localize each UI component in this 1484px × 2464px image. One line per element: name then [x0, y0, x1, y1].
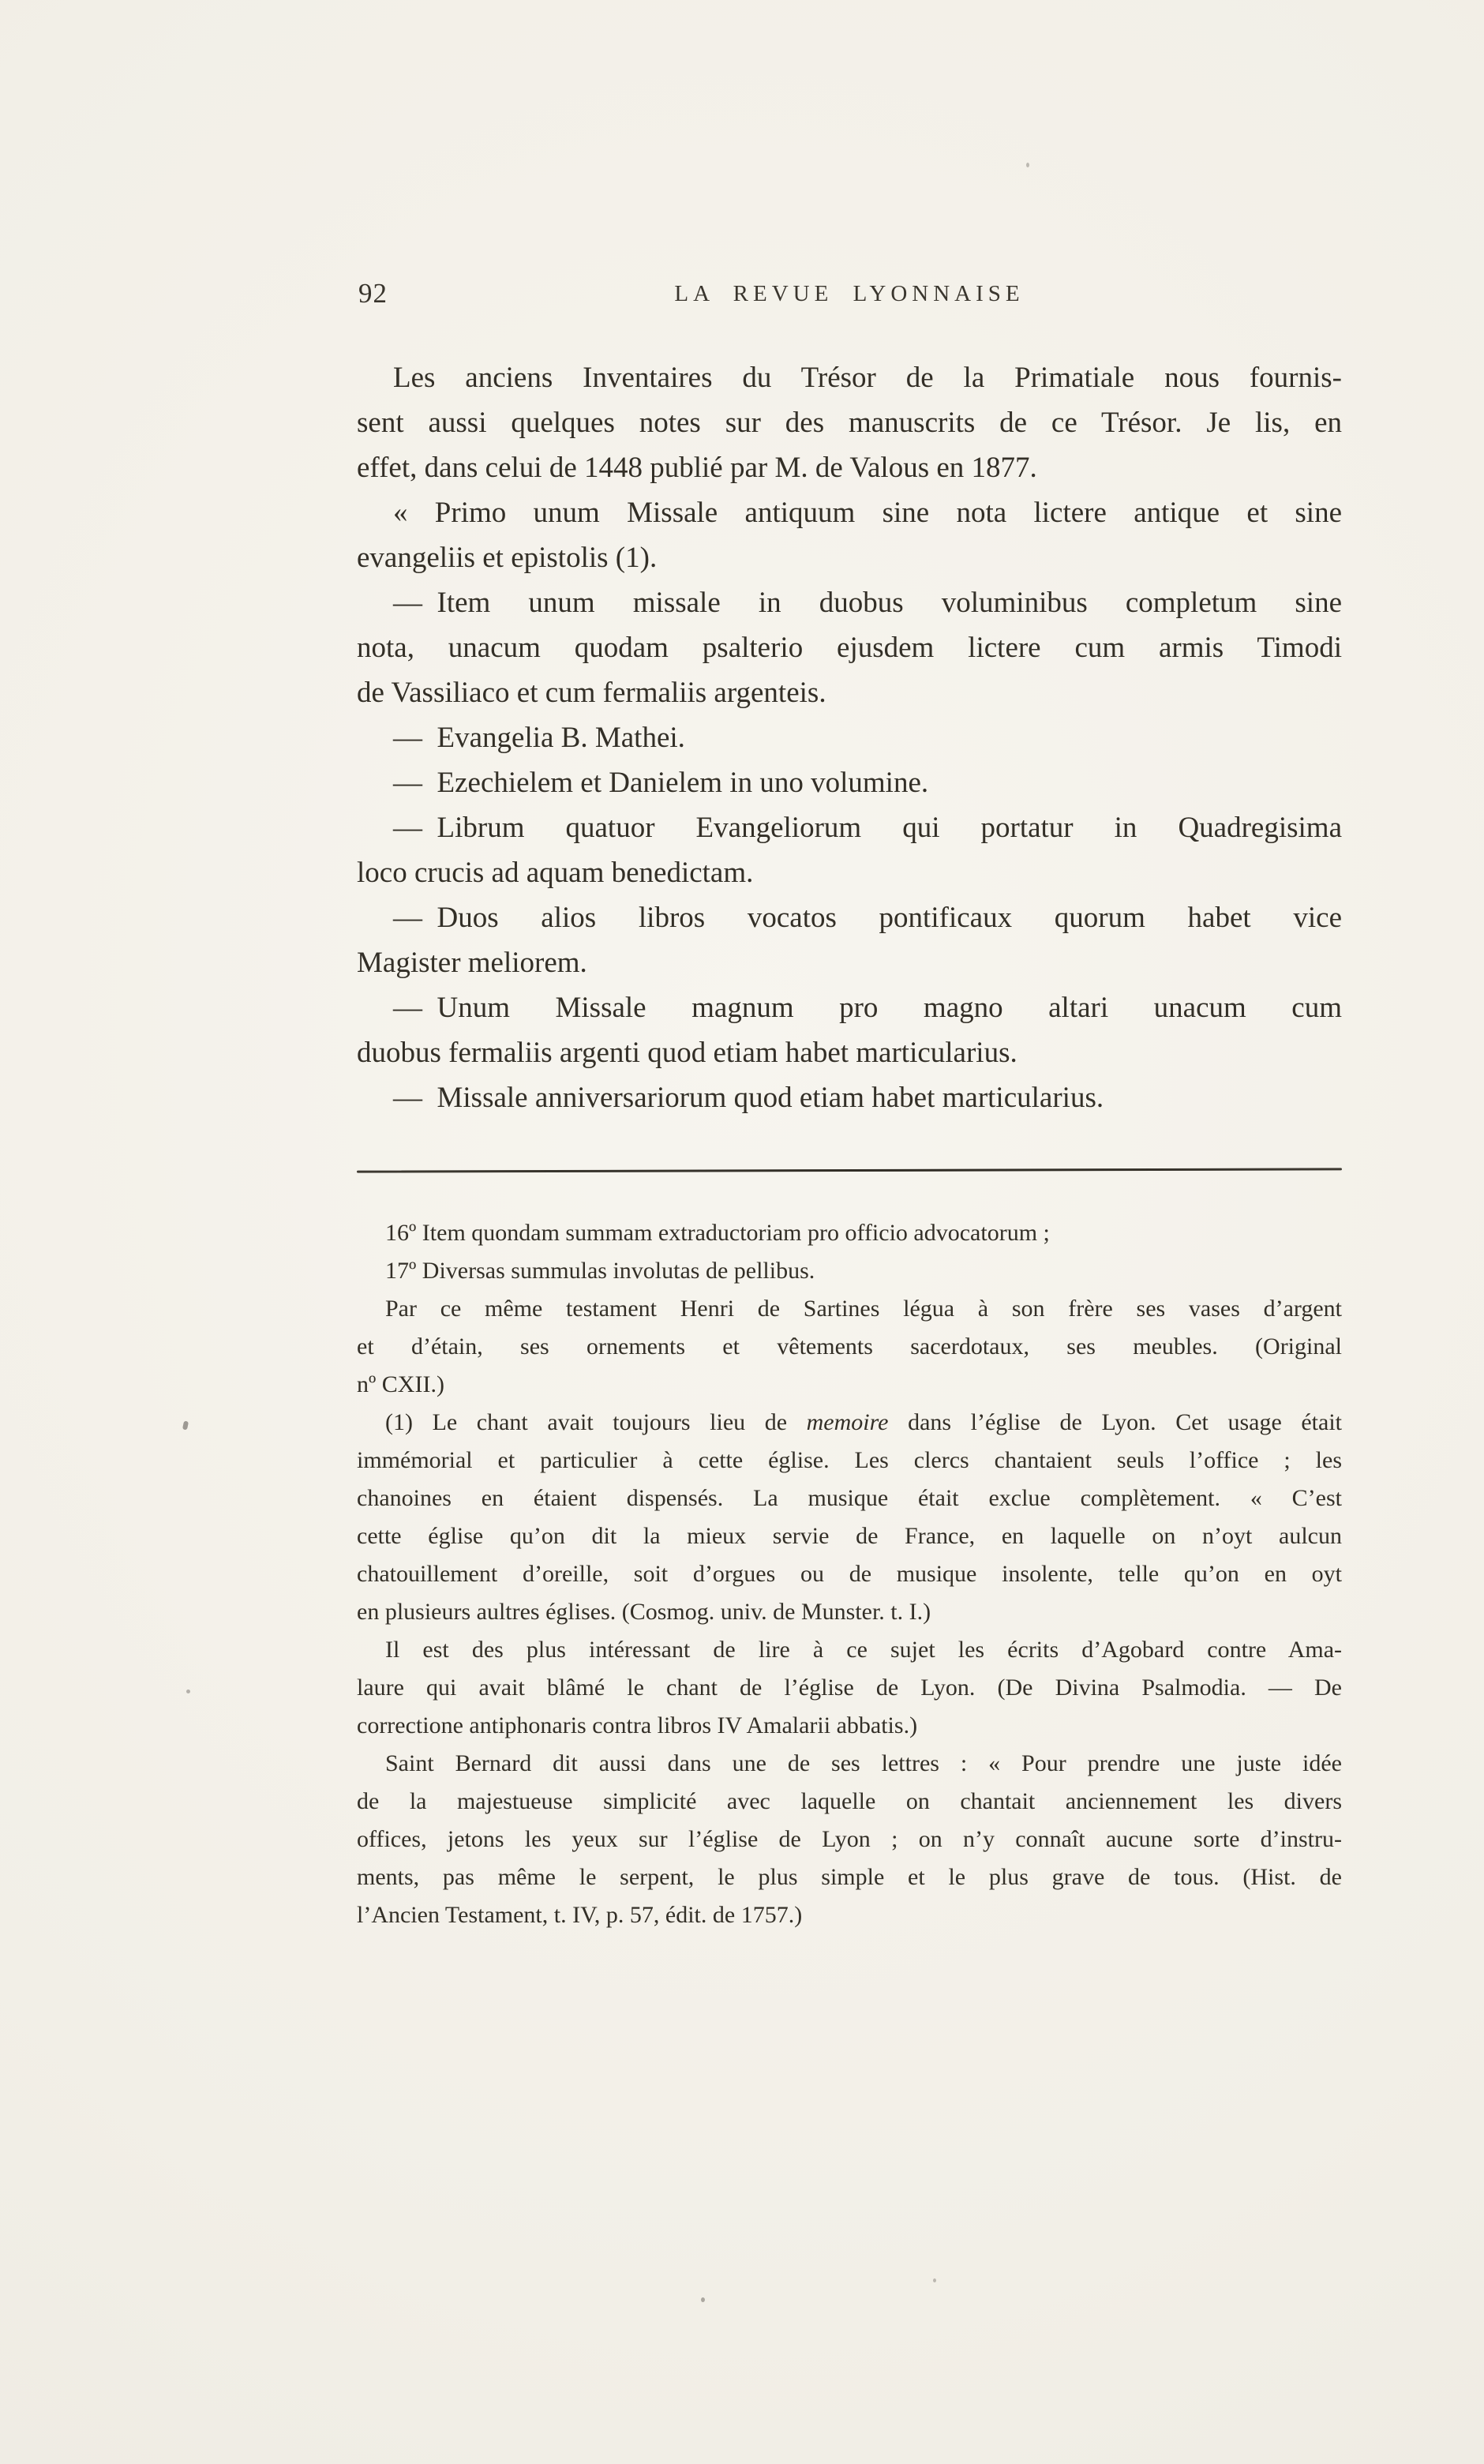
- scan-speck: [182, 1420, 189, 1430]
- paragraph: [357, 1252, 1342, 1290]
- text-line: [357, 1404, 1342, 1442]
- paragraph: [357, 895, 1342, 985]
- text-line: — Ezechielem et Danielem in uno volumine.: [393, 767, 929, 799]
- text-line: Saint Bernard dit aussi dans une de ses lettres : « Pour prendre une juste idée: [385, 1750, 1342, 1776]
- paragraph: [357, 1745, 1342, 1934]
- scan-speck: [186, 1690, 190, 1693]
- text-line: de la majestueuse simplicité avec laquelle on chantait anciennement les divers: [357, 1788, 1342, 1814]
- text-line: Les anciens Inventaires du Trésor de la Primatiale nous fournis-: [393, 362, 1342, 394]
- journal-title: LA REVUE LYONNAISE: [674, 281, 1025, 306]
- text-line: chanoines en étaient dispensés. La musique était exclue complètement. « C’est: [357, 1485, 1342, 1511]
- text-column: [357, 278, 1342, 1934]
- text-line: 16º Item quondam summam extraductoriam pro officio advocatorum ;: [385, 1220, 1050, 1246]
- paragraph: [357, 715, 1342, 760]
- scan-speck: [933, 2278, 936, 2282]
- text-line: — Unum Missale magnum pro magno altari unacum cum: [393, 992, 1342, 1024]
- text-line: nota, unacum quodam psalterio ejusdem lictere cum armis Timodi: [357, 632, 1342, 664]
- text-line: Magister meliorem.: [357, 947, 587, 979]
- text-line: immémorial et particulier à cette église. Les clercs chantaient seuls l’office ; les: [357, 1447, 1342, 1473]
- text-line: l’Ancien Testament, t. IV, p. 57, édit. de 1757.): [357, 1902, 803, 1928]
- text-segment: dans l’église de Lyon. Cet usage était: [888, 1409, 1342, 1435]
- text-line: nº CXII.): [357, 1371, 444, 1397]
- text-line: duobus fermaliis argenti quod etiam habet marticularius.: [357, 1037, 1017, 1069]
- text-line: en plusieurs aultres églises. (Cosmog. univ. de Munster. t. I.): [357, 1599, 931, 1625]
- text-line: Il est des plus intéressant de lire à ce sujet les écrits d’Agobard contre Ama-: [385, 1637, 1342, 1663]
- text-line: effet, dans celui de 1448 publié par M. de Valous en 1877.: [357, 452, 1037, 484]
- text-line: — Missale anniversariorum quod etiam habet marticularius.: [393, 1082, 1104, 1114]
- text-line: cette église qu’on dit la mieux servie de France, en laquelle on n’oyt aulcun: [357, 1523, 1342, 1549]
- text-line: loco crucis ad aquam benedictam.: [357, 857, 754, 889]
- running-header: [357, 278, 1342, 321]
- paragraph: [357, 805, 1342, 895]
- paragraph: [357, 490, 1342, 580]
- text-line: et d’étain, ses ornements et vêtements sacerdotaux, ses meubles. (Original: [357, 1333, 1342, 1360]
- scan-speck: [701, 2297, 705, 2302]
- text-line: laure qui avait blâmé le chant de l’église de Lyon. (De Divina Psalmodia. — De: [357, 1675, 1342, 1701]
- footnote-separator-rule: [357, 1168, 1342, 1172]
- footnotes: [357, 1214, 1342, 1934]
- text-line: 17º Diversas summulas involutas de pellibus.: [385, 1258, 815, 1284]
- text-line: — Duos alios libros vocatos pontificaux quorum habet vice: [393, 902, 1342, 934]
- text-line: Par ce même testament Henri de Sartines légua à son frère ses vases d’argent: [385, 1296, 1342, 1322]
- text-line: ments, pas même le serpent, le plus simple et le plus grave de tous. (Hist. de: [357, 1864, 1342, 1890]
- paragraph: [357, 985, 1342, 1075]
- text-line: — Item unum missale in duobus voluminibus completum sine: [393, 587, 1342, 619]
- paragraph: [357, 1631, 1342, 1745]
- text-line: evangeliis et epistolis (1).: [357, 542, 658, 574]
- paragraph: [357, 1075, 1342, 1120]
- text-line: — Evangelia B. Mathei.: [393, 722, 685, 754]
- text-line: « Primo unum Missale antiquum sine nota lictere antique et sine: [393, 497, 1342, 529]
- paragraph: [357, 1214, 1342, 1252]
- italic-text-segment: memoire: [806, 1409, 889, 1435]
- text-line: — Librum quatuor Evangeliorum qui portatur in Quadregisima: [393, 812, 1342, 844]
- text-line: chatouillement d’oreille, soit d’orgues ou de musique insolente, telle qu’on en oyt: [357, 1561, 1342, 1587]
- text-line: correctione antiphonaris contra libros IV Amalarii abbatis.): [357, 1712, 918, 1738]
- paragraph: [357, 355, 1342, 490]
- paragraph: [357, 760, 1342, 805]
- paragraph: [357, 580, 1342, 715]
- scan-speck: [1026, 163, 1029, 167]
- paragraph: [357, 1404, 1342, 1631]
- body-text: [357, 355, 1342, 1120]
- page-number: 92: [358, 278, 388, 309]
- text-line: offices, jetons les yeux sur l’église de Lyon ; on n’y connaît aucune sorte d’instru-: [357, 1826, 1342, 1852]
- text-line: de Vassiliaco et cum fermaliis argenteis.: [357, 677, 826, 709]
- paragraph: [357, 1290, 1342, 1404]
- text-segment: (1) Le chant avait toujours lieu de: [385, 1409, 807, 1435]
- text-line: sent aussi quelques notes sur des manuscrits de ce Trésor. Je lis, en: [357, 407, 1342, 439]
